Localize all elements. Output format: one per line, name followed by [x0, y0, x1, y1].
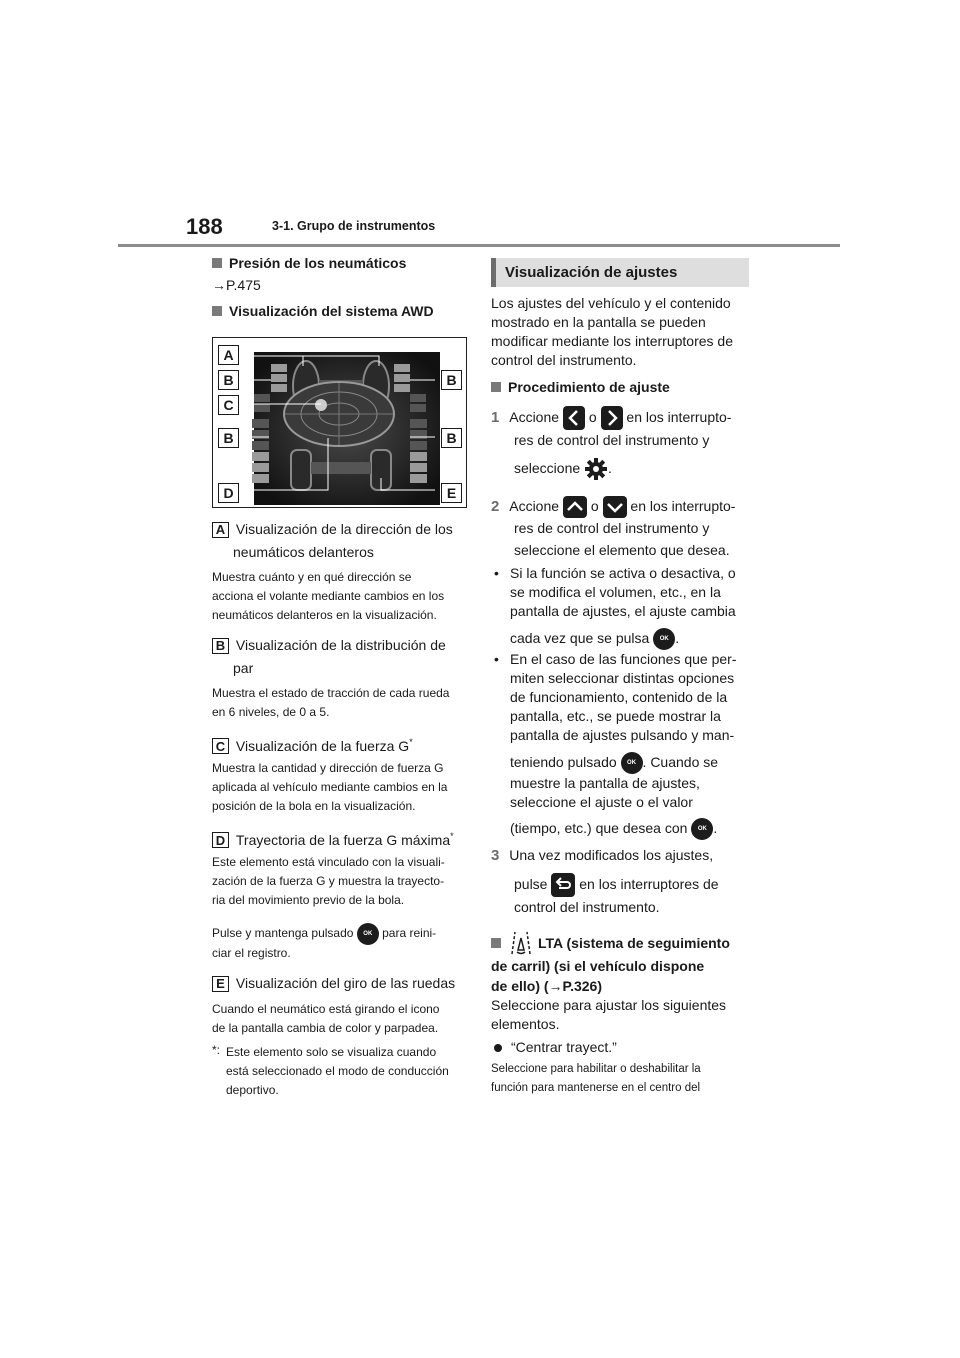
heading-lta: LTA (sistema de seguimiento de carril) (si el vehículo dispone de ello) (→P.326) [491, 930, 730, 996]
item-d-reset-2: ciar el registro. [212, 946, 291, 960]
ok-button-icon: OK [653, 628, 675, 650]
step-3-line-2: pulse en los interruptores de [514, 872, 719, 897]
intro-paragraph: Los ajustes del vehículo y el contenido mostrado en la pantalla se pueden modificar mediante los interruptores de control del instrumento. [491, 295, 734, 368]
item-c-desc: Muestra la cantidad y dirección de fuerza G aplicada al vehículo mediante cambios en la posición de la bola en la visualización. [212, 761, 448, 813]
header-rule [118, 244, 840, 247]
step-1-line-1: 1 Accione o en los interrupto- [491, 405, 731, 430]
figure-label-d: D [218, 483, 239, 503]
footnote-mark: *: [212, 1043, 221, 1057]
bullet-dot-icon [494, 1044, 502, 1052]
bullet-dot: • [494, 565, 499, 581]
item-e-desc: Cuando el neumático está girando el icono de la pantalla cambia de color y parpadea. [212, 1002, 440, 1035]
heading-presion: Presión de los neumáticos [212, 255, 406, 271]
step-3-line-1: 3 Una vez modificados los ajustes, [491, 847, 714, 864]
heading-awd: Visualización del sistema AWD [212, 303, 434, 319]
heading-procedimiento: Procedimiento de ajuste [491, 379, 670, 395]
item-b-desc: Muestra el estado de tracción de cada rueda en 6 niveles, de 0 a 5. [212, 686, 450, 719]
up-arrow-button-icon [563, 496, 587, 518]
left-arrow-button-icon [563, 406, 585, 430]
bullet-dot: • [494, 651, 499, 667]
bullet-square [491, 938, 501, 948]
item-a-title-2: neumáticos delanteros [233, 544, 374, 560]
bullet-2-line-6: teniendo pulsado OK . Cuando se [510, 751, 718, 774]
step-3-line-3: control del instrumento. [514, 899, 660, 915]
awd-display-illustration [213, 338, 466, 507]
figure-label-b-right-rear: B [441, 428, 462, 448]
awd-display-figure [212, 337, 467, 508]
step-2-line-1: 2 Accione o en los interrupto- [491, 494, 735, 519]
step-2-line-2: res de control del instrumento y [514, 520, 710, 536]
centrar-item: “Centrar trayect.” [494, 1038, 617, 1057]
item-a-title: A Visualización de la dirección de los [212, 518, 453, 541]
ref-presion: →P.475 [212, 277, 261, 293]
item-d-desc: Este elemento está vinculado con la visuali- zación de la fuerza G y muestra la trayecto- ria del movimiento previo de la bola. [212, 855, 445, 907]
bullet-2-line-7: muestre la pantalla de ajustes, seleccione el ajuste o el valor [510, 775, 700, 810]
bullet-square [212, 258, 222, 268]
footnote: Este elemento solo se visualiza cuando está seleccionado el modo de conducción deportivo. [226, 1045, 449, 1097]
bullet-1-line-4: cada vez que se pulsa OK . [510, 627, 679, 650]
label-b: B [212, 638, 229, 654]
item-c-title: C Visualización de la fuerza G* [212, 731, 413, 758]
figure-label-b-left-front: B [218, 370, 239, 390]
right-arrow-button-icon [601, 406, 623, 430]
label-e: E [212, 976, 229, 992]
page-number: 188 [186, 214, 223, 239]
figure-label-c: C [218, 395, 239, 415]
label-c: C [212, 738, 229, 754]
bullet-2-line-9: (tiempo, etc.) que desea con OK . [510, 817, 717, 840]
step-1-line-3: seleccione . [514, 456, 612, 481]
section-heading-ajustes: Visualización de ajustes [491, 258, 749, 287]
figure-label-b-left-rear: B [218, 428, 239, 448]
bullet-2: En el caso de las funciones que per- miten seleccionar distintas opciones de funcionamiento, contenido de la pantalla, etc., se puede mostrar la pantalla de ajustes pulsando y man- [510, 651, 737, 743]
step-1-line-2: res de control del instrumento y [514, 432, 710, 448]
lta-lane-icon [508, 930, 534, 956]
centrar-desc: Seleccione para habilitar o deshabilitar la función para mantenerse en el centro del [491, 1063, 701, 1094]
item-e-title: E Visualización del giro de las ruedas [212, 972, 455, 995]
ok-button-icon: OK [691, 818, 713, 840]
item-b-title: B Visualización de la distribución de [212, 634, 446, 657]
lta-intro: Seleccione para ajustar los siguientes elementos. [491, 997, 727, 1032]
gear-icon [584, 457, 608, 481]
figure-label-b-right-front: B [441, 370, 462, 390]
section-title: 3-1. Grupo de instrumentos [272, 219, 436, 233]
item-d-title: D Trayectoria de la fuerza G máxima* [212, 825, 454, 852]
bullet-1: Si la función se activa o desactiva, o se modifica el volumen, etc., en la pantalla de ajustes, el ajuste cambia [510, 565, 736, 619]
ok-button-icon: OK [357, 923, 379, 945]
ok-button-icon: OK [621, 752, 643, 774]
item-d-reset: Pulse y mantenga pulsado OK para reini- [212, 922, 436, 945]
item-b-title-2: par [233, 660, 254, 676]
label-d: D [212, 832, 229, 848]
bullet-square [491, 382, 501, 392]
figure-label-a: A [218, 345, 239, 365]
item-a-desc: Muestra cuánto y en qué dirección se acciona el volante mediante cambios en los neumáticos delanteros en la visualización. [212, 570, 445, 622]
step-2-line-3: seleccione el elemento que desea. [514, 542, 730, 558]
back-button-icon [551, 873, 575, 897]
down-arrow-button-icon [603, 496, 627, 518]
label-a: A [212, 522, 229, 538]
bullet-square [212, 306, 222, 316]
figure-label-e: E [441, 483, 462, 503]
